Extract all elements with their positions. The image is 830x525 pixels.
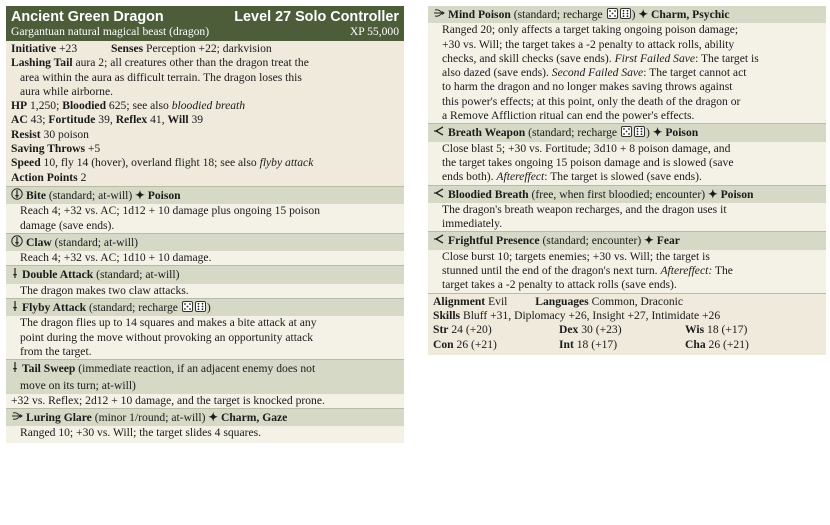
ability-row-2 <box>428 338 826 355</box>
resist-line: Resist 30 poison <box>11 127 89 141</box>
sword-icon <box>11 300 19 312</box>
die-five-icon <box>607 8 618 19</box>
die-five-icon <box>182 301 193 312</box>
speed-line: Speed 10, fly 14 (hover), overland flight 18; see also flyby attack <box>11 156 314 170</box>
power-breath-weapon: Breath Weapon (standard; recharge ) ✦ Poison <box>428 123 826 141</box>
ability-con: Con 26 (+21) <box>433 337 497 351</box>
stat-block-header <box>6 6 404 41</box>
monster-type: Gargantuan natural magical beast (dragon) <box>11 25 210 38</box>
hp-line: HP 1,250; Bloodied 625; see also bloodied breath <box>11 99 246 113</box>
power-double-attack: Double Attack (standard; at-will) <box>6 265 404 283</box>
ability-int: Int 18 (+17) <box>559 337 618 351</box>
circled-sword-icon <box>11 188 23 200</box>
sword-icon <box>11 361 19 373</box>
power-flyby-attack: Flyby Attack (standard; recharge ) <box>6 298 404 316</box>
die-six-icon <box>634 126 645 137</box>
ability-cha: Cha 26 (+21) <box>685 337 749 351</box>
close-attack-icon <box>433 233 445 245</box>
bloodied-breath-ref: bloodied breath <box>171 99 246 113</box>
monster-name: Ancient Green Dragon <box>11 9 164 25</box>
die-six-icon <box>195 301 206 312</box>
power-bloodied-breath: Bloodied Breath (free, when first bloodied; encounter) ✦ Poison <box>428 185 826 203</box>
die-six-icon <box>620 8 631 19</box>
stat-block-left: Ancient Green Dragon Level 27 Solo Controller Gargantuan natural magical beast (dragon) XP 55,000 Initiative +23 Senses Perception +22; darkvision Lashing Tail aura 2; all creatures other than the dragon treat the area within the aura as difficult terrain. The dragon loses this aura while airborne. HP 1,250; Bloodied 625; see also bloodied breath AC 43; Fortitude 39, Reflex 41, Will 39 Resist 30 poison Saving Throws +5 Speed 10, fly 14 (hover), overland flight 18; see also flyby attack Action Points 2 Bite (standard; at-will) ✦ Poison Reach 4; +32 vs. AC; 1d12 + 10 damage plus ongoing 15 poison damage (save ends). Claw (standard; at-will) Reach 4; +32 vs. AC; 1d10 + 10 damage. Double Attack (standard; at-will) The dragon makes two claw attacks. Flyby Attack (standard; recharge ) The dragon flies up to 14 squares and makes a bite attack at any point during the move without provoking an opportunity attack from the target. Tail Sweep (immediate reaction, if an adjacent enemy does not move on its turn; at-will) +32 vs. Reflex; 2d12 + 10 damage, and the target is knocked prone. Luring Glare (minor 1/round; at-will) ✦ Charm, Gaze Ranged 10; +30 vs. Will; the target slides 4 squares. <box>6 6 404 443</box>
power-bite: Bite (standard; at-will) ✦ Poison <box>6 186 404 204</box>
aura-line-3: aura while airborne. <box>20 84 114 98</box>
ability-str: Str 24 (+20) <box>433 323 492 337</box>
flyby-ref: flyby attack <box>259 156 314 170</box>
ability-wis: Wis 18 (+17) <box>685 323 748 337</box>
close-attack-icon <box>433 125 445 137</box>
action-points-line: Action Points 2 <box>11 170 87 184</box>
power-frightful-presence: Frightful Presence (standard; encounter) ✦ Fear <box>428 231 826 249</box>
initiative-line: Initiative +23 Senses Perception +22; darkvision <box>11 42 272 55</box>
monster-level: Level 27 Solo Controller <box>234 9 399 25</box>
skills-line: Skills Bluff +31, Diplomacy +26, Insight +27, Intimidate +26 <box>433 308 721 322</box>
aura-line: Lashing Tail aura 2; all creatures other than the dragon treat the <box>11 56 309 70</box>
power-tail-sweep: Tail Sweep (immediate reaction, if an adjacent enemy does not <box>6 359 404 377</box>
bow-arrow-icon <box>11 410 23 422</box>
power-luring-glare: Luring Glare (minor 1/round; at-will) ✦ Charm, Gaze <box>6 408 404 426</box>
circled-sword-icon <box>11 235 23 247</box>
power-claw: Claw (standard; at-will) <box>6 233 404 251</box>
close-attack-icon <box>433 187 445 199</box>
ability-row-1 <box>428 323 826 337</box>
aura-line-2: area within the aura as difficult terrain. The dragon loses this <box>20 70 302 84</box>
stat-block-right: Mind Poison (standard; recharge ) ✦ Charm, Psychic Ranged 20; only affects a target taking ongoing poison damage; +30 vs. Will; the target takes a -2 penalty to attack rolls, ability checks, and skill checks (save ends). First Failed Save: The target is also dazed (save ends). Second Failed Save: The target cannot act to harm the dragon and no longer makes saving throws against this power's effects; at this point, only the death of the dragon or a Remove Affliction ritual can end the power's effects. Breath Weapon (standard; recharge ) ✦ Poison Close blast 5; +30 vs. Fortitude; 3d10 + 8 poison damage, and the target takes ongoing 15 poison damage and is slowed (save ends both). Aftereffect: The target is slowed (save ends). Bloodied Breath (free, when first bloodied; encounter) ✦ Poison The dragon's breath weapon recharges, and the dragon uses it immediately. Frightful Presence (standard; encounter) ✦ Fear Close burst 10; targets enemies; +30 vs. Will; the target is stunned until the end of the dragon's next turn. Aftereffect: The target takes a -2 penalty to attack rolls (save ends). Alignment Evil Languages Common, Draconic Skills Bluff +31, Diplomacy +26, Insight +27, Intimidate +26 Str 24 (+20) Dex 30 (+23) Wis 18 (+17) Con 26 (+21) Int 18 (+17) Cha 26 (+21) <box>428 6 826 355</box>
sword-icon <box>11 267 19 279</box>
bow-arrow-icon <box>433 7 445 19</box>
alignment-line: Alignment Evil Languages Common, Draconic <box>428 293 826 309</box>
defenses-line: AC 43; Fortitude 39, Reflex 41, Will 39 <box>11 113 204 127</box>
ability-dex: Dex 30 (+23) <box>559 323 622 337</box>
die-five-icon <box>621 126 632 137</box>
monster-xp: XP 55,000 <box>349 25 399 38</box>
saves-line: Saving Throws +5 <box>11 142 101 156</box>
power-mind-poison: Mind Poison (standard; recharge ) ✦ Charm, Psychic <box>428 6 826 23</box>
